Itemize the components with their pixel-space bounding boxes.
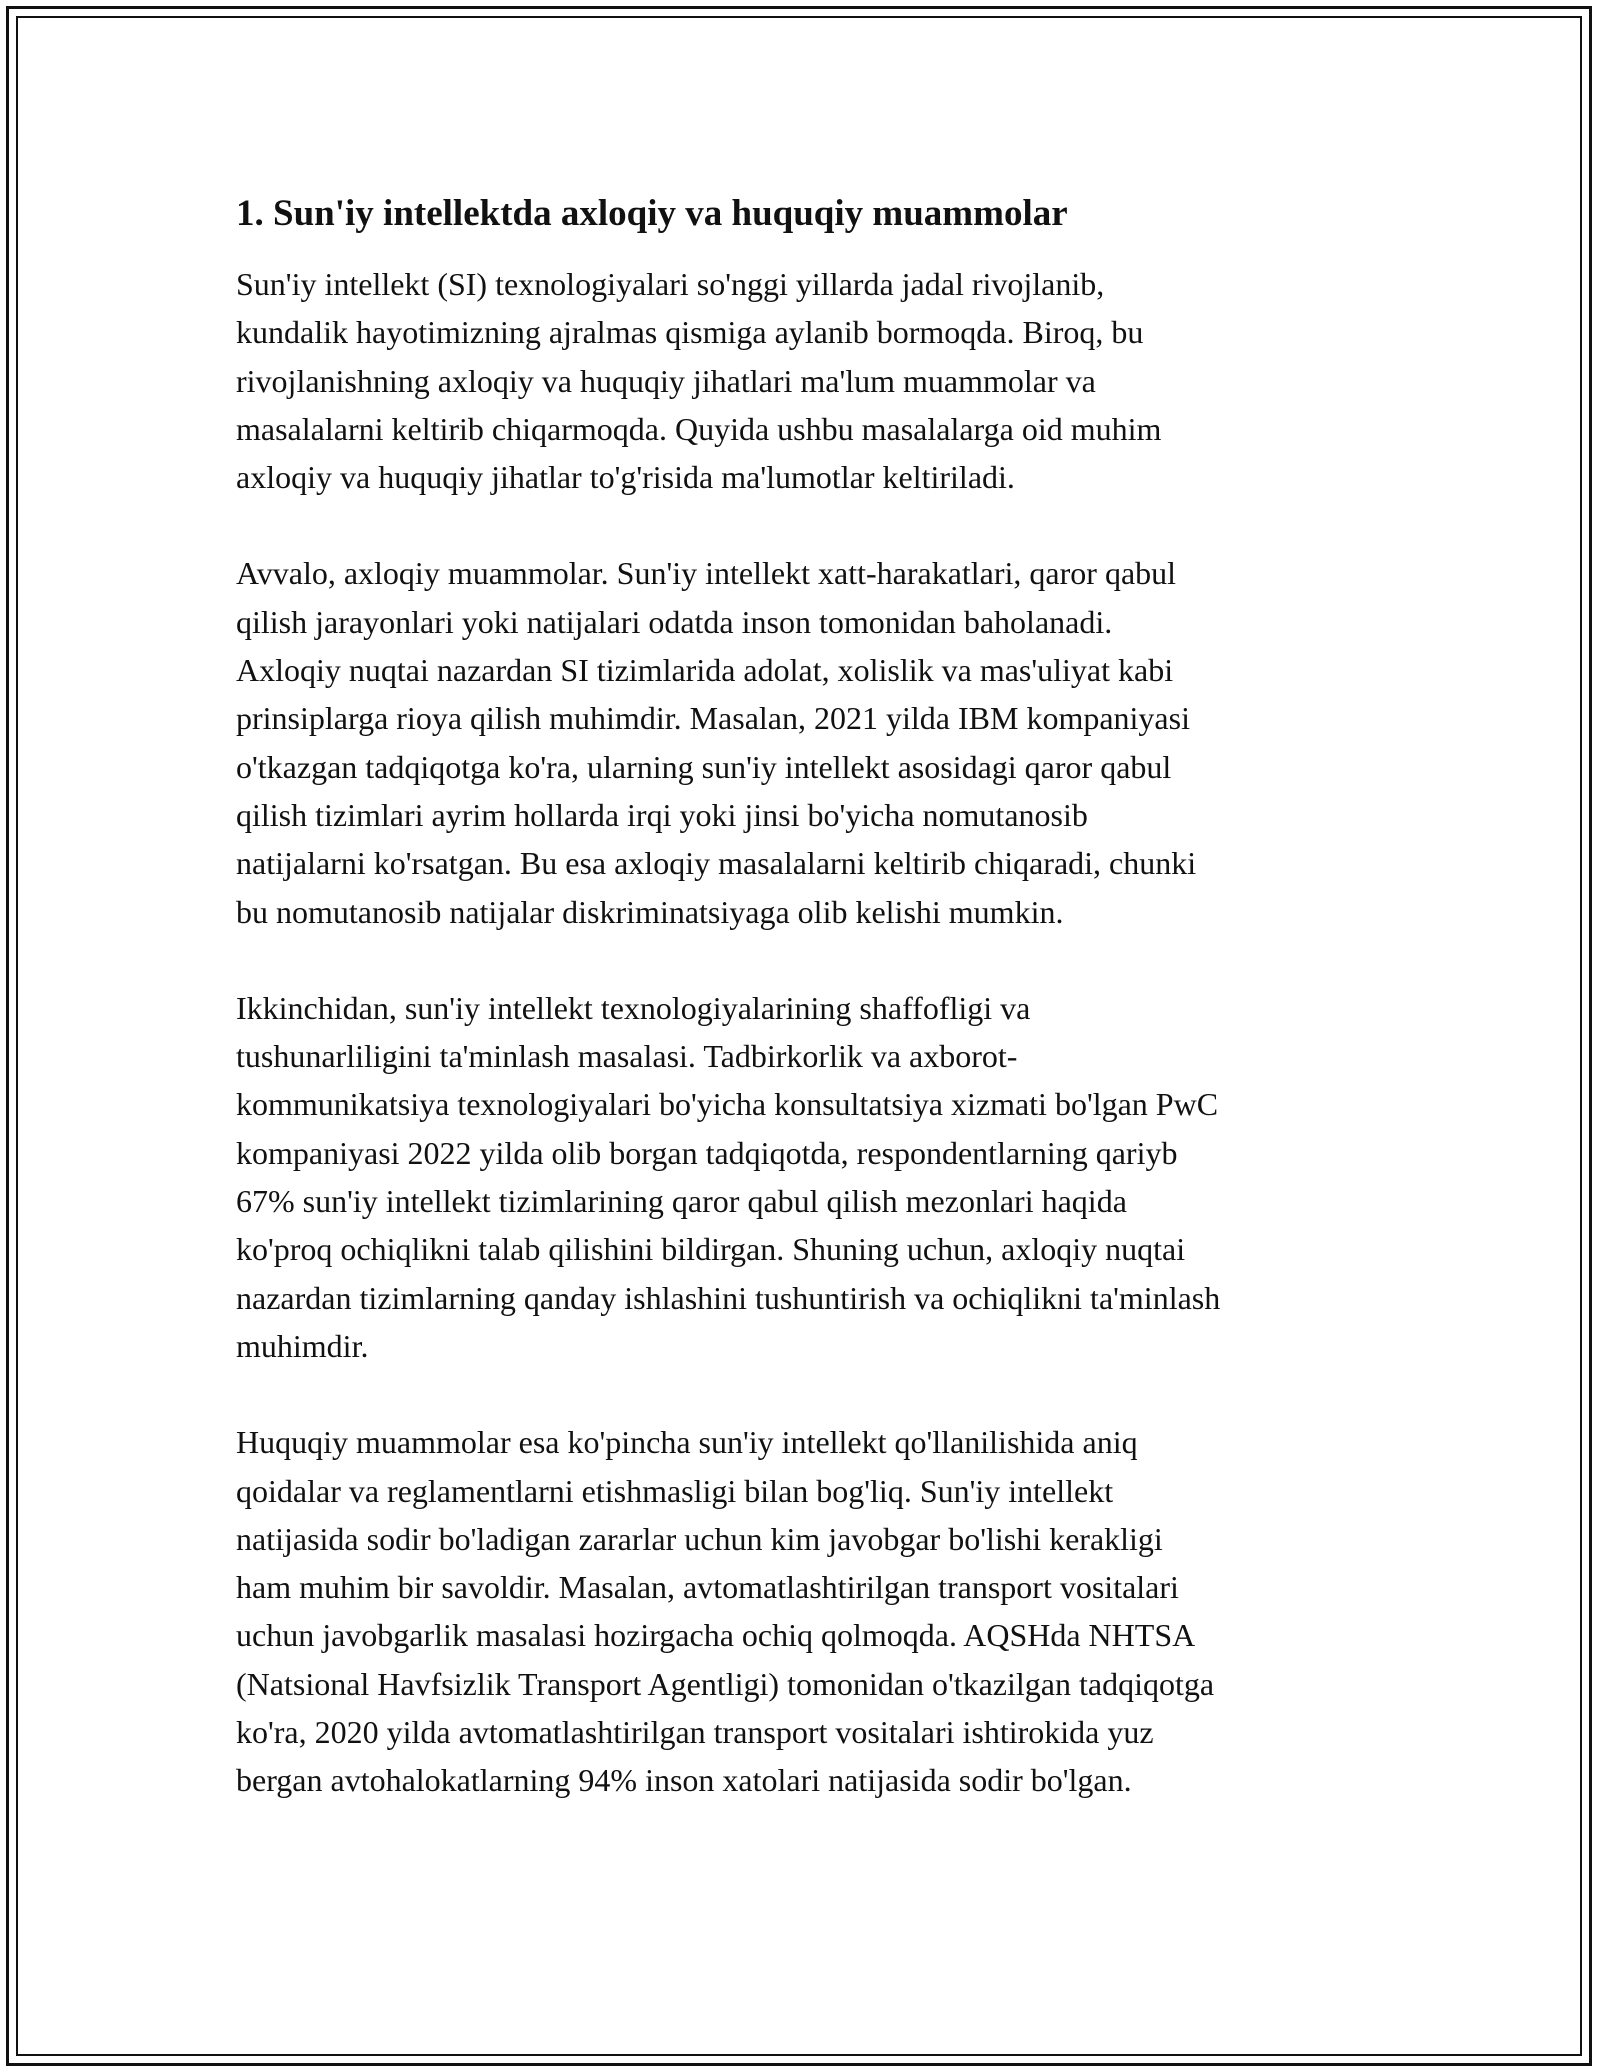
paragraph-intro: Sun'iy intellekt (SI) texnologiyalari so'nggi yillarda jadal rivojlanib, kundalik hayotimizning ajralmas qismiga aylanib bormoqda. Biroq, bu rivojlanishning axloqiy va huquqiy jihatlari ma'lum muammolar va masalalarni keltirib chiqarmoqda. Quyida ushbu masalalarga oid muhim axloqiy va huquqiy jihatlar to'g'risida ma'lumotlar keltiriladi. <box>236 266 1162 496</box>
paragraph-legal-issues: Huquqiy muammolar esa ko'pincha sun'iy intellekt qo'llanilishida aniq qoidalar va reglamentlarni etishmasligi bilan bog'liq. Sun'iy intellekt natijasida sodir bo'ladigan zararlar uchun kim javobgar bo'lishi kerakligi ham muhim bir savoldir. Masalan, avtomatlashtirilgan transport vositalari uchun javobgarlik masalasi hozirgacha ochiq qolmoqda. AQSHda NHTSA (Natsional Havfsizlik Transport Agentligi) tomonidan o'tkazilgan tadqiqotga ko'ra, 2020 yilda avtomatlashtirilgan transport vositalari ishtirokida yuz bergan avtohalokatlarning 94% inson xatolari natijasida sodir bo'lgan. <box>236 1424 1215 1799</box>
paragraph-transparency: Ikkinchidan, sun'iy intellekt texnologiyalarining shaffofligi va tushunarliligini ta'minlash masalasi. Tadbirkorlik va axborot- kommunikatsiya texnologiyalari bo'yicha konsultatsiya xizmati bo'lgan PwC kompaniyasi 2022 yilda olib borgan tadqiqotda, respondentlarning qariyb 67% sun'iy intellekt tizimlarining qaror qabul qilish mezonlari haqida ko'proq ochiqlikni talab qilishini bildirgan. Shuning uchun, axloqiy nuqtai nazardan tizimlarning qanday ishlashini tushuntirish va ochiqlikni ta'minlash muhimdir. <box>236 989 1221 1364</box>
paragraph-ethical-issues: Avvalo, axloqiy muammolar. Sun'iy intellekt xatt-harakatlari, qaror qabul qilish jarayonlari yoki natijalari odatda inson tomonidan baholanadi. Axloqiy nuqtai nazardan SI tizimlarida adolat, xolislik va mas'uliyat kabi prinsiplarga rioya qilish muhimdir. Masalan, 2021 yilda IBM kompaniyasi o'tkazgan tadqiqotga ko'ra, ularning sun'iy intellekt asosidagi qaror qabul qilish tizimlari ayrim hollarda irqi yoki jinsi bo'yicha nomutanosib natijalarni ko'rsatgan. Bu esa axloqiy masalalarni keltirib chiqaradi, chunki bu nomutanosib natijalar diskriminatsiyaga olib kelishi mumkin. <box>236 555 1197 930</box>
section-heading: 1. Sun'iy intellektda axloqiy va huquqiy muammolar <box>236 193 1068 234</box>
document-body <box>236 188 1376 1853</box>
